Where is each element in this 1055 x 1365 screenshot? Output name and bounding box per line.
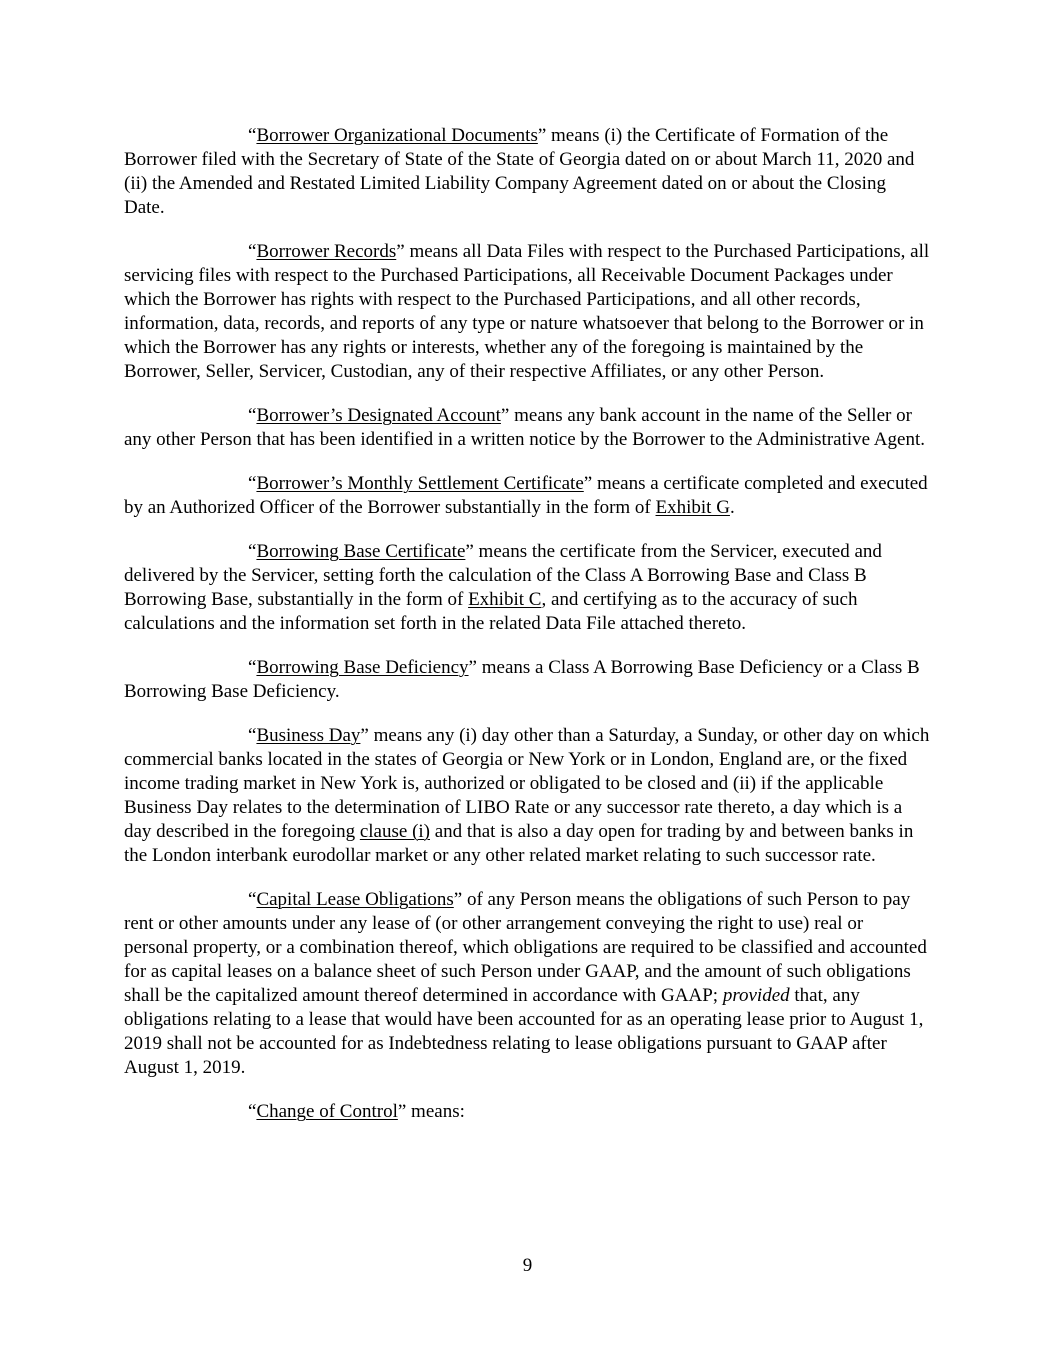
open-quote: “ bbox=[248, 405, 257, 426]
definition-text-tail: that, any obligations relating to a lease that would have been accounted for as an operating lease prior to August 1, 2019 shall not be accounted for as Indebtedness relating to lease obligations pursuant to GAAP after August 1, 2019. bbox=[124, 985, 924, 1078]
open-quote: “ bbox=[248, 541, 257, 562]
open-quote: “ bbox=[248, 725, 257, 746]
defined-term: Borrower Organizational Documents bbox=[256, 125, 538, 146]
definition-text: ” means: bbox=[397, 1101, 465, 1122]
defined-term: Borrowing Base Certificate bbox=[256, 541, 466, 562]
definition-borrower-records bbox=[124, 240, 930, 384]
definition-borrowing-base-deficiency bbox=[124, 656, 930, 704]
exhibit-reference: Exhibit C bbox=[468, 589, 542, 610]
open-quote: “ bbox=[248, 241, 257, 262]
clause-reference: clause (i) bbox=[359, 821, 430, 842]
defined-term: Borrower Records bbox=[256, 241, 397, 262]
definition-text: ” means any (i) day other than a Saturday, a Sunday, or other day on which commercial banks located in the states of Georgia or New York or in London, England are, or the fixed income trading market in New York is, authorized or obligated to be closed and (ii) if the applicable Business Day relates to the determination of LIBO Rate or any successor rate thereto, a day which is a day described in the foregoing bbox=[124, 725, 930, 842]
definition-text-tail: , and certifying as to the accuracy of such calculations and the information set forth in the related Data File attached thereto. bbox=[124, 589, 858, 634]
definition-business-day bbox=[124, 724, 930, 868]
definition-text: ” means all Data Files with respect to the Purchased Participations, all servicing files with respect to the Purchased Participations, all Receivable Document Packages under which the Borrower has rights with respect to the Purchased Participations, and all other records, information, data, records, and reports of any type or nature whatsoever that belong to the Borrower or in which the Borrower has any rights or interests, whether any of the foregoing is maintained by the Borrower, Seller, Servicer, Custodian, any of their respective Affiliates, or any other Person. bbox=[124, 241, 930, 382]
exhibit-reference: Exhibit G bbox=[655, 497, 730, 518]
definition-text: ” means any bank account in the name of the Seller or any other Person that has been identified in a written notice by the Borrower to the Administrative Agent. bbox=[124, 405, 925, 450]
definition-text-tail: and that is also a day open for trading by and between banks in the London interbank eurodollar market or any other related market relating to such successor rate. bbox=[124, 821, 914, 866]
page-number: 9 bbox=[522, 1255, 533, 1276]
open-quote: “ bbox=[248, 657, 257, 678]
defined-term: Change of Control bbox=[256, 1101, 398, 1122]
definition-text: ” means (i) the Certificate of Formation of the Borrower filed with the Secretary of State of the State of Georgia dated on or about March 11, 2020 and (ii) the Amended and Restated Limited Liability Company Agreement dated on or about the Closing Date. bbox=[124, 125, 915, 218]
definition-capital-lease-obligations bbox=[124, 888, 930, 1080]
definition-borrowing-base-certificate bbox=[124, 540, 930, 636]
open-quote: “ bbox=[248, 473, 257, 494]
defined-term: Borrower’s Monthly Settlement Certificate bbox=[256, 473, 584, 494]
defined-term: Capital Lease Obligations bbox=[256, 889, 454, 910]
document-body bbox=[124, 124, 930, 1144]
definition-text: ” means a Class A Borrowing Base Deficiency or a Class B Borrowing Base Deficiency. bbox=[124, 657, 920, 702]
definition-borrower-organizational-documents bbox=[124, 124, 930, 220]
open-quote: “ bbox=[248, 125, 257, 146]
definition-text-tail: . bbox=[729, 497, 735, 518]
definition-text: ” means the certificate from the Servicer, executed and delivered by the Servicer, setting forth the calculation of the Class A Borrowing Base and Class B Borrowing Base, substantially in the form of bbox=[124, 541, 882, 610]
definition-text: ” of any Person means the obligations of such Person to pay rent or other amounts under any lease of (or other arrangement conveying the right to use) real or personal property, or a combination thereof, which obligations are required to be classified and accounted for as capital leases on a balance sheet of such Person under GAAP, and the amount of such obligations shall be the capitalized amount thereof determined in accordance with GAAP; bbox=[124, 889, 927, 1006]
defined-term: Borrower’s Designated Account bbox=[256, 405, 501, 426]
definition-change-of-control bbox=[124, 1100, 930, 1124]
open-quote: “ bbox=[248, 889, 257, 910]
defined-term: Business Day bbox=[256, 725, 361, 746]
defined-term: Borrowing Base Deficiency bbox=[256, 657, 469, 678]
definition-text: ” means a certificate completed and executed by an Authorized Officer of the Borrower substantially in the form of bbox=[124, 473, 928, 518]
open-quote: “ bbox=[248, 1101, 257, 1122]
proviso-term: provided bbox=[722, 985, 790, 1006]
definition-borrowers-designated-account bbox=[124, 404, 930, 452]
definition-borrowers-monthly-settlement-certificate bbox=[124, 472, 930, 520]
